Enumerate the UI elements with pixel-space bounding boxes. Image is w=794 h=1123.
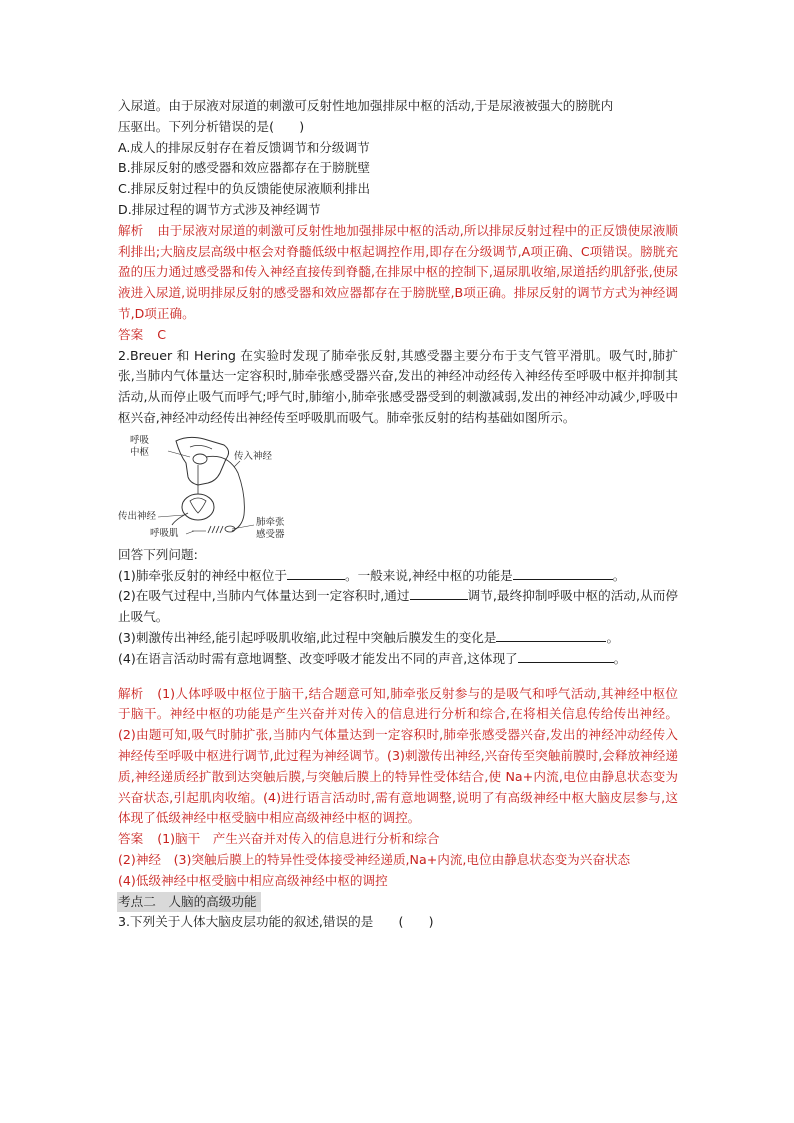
q2-sub3-text-a: (3)刺激传出神经,能引起呼吸肌收缩,此过程中突触后膜发生的变化是 — [118, 629, 497, 645]
section-heading — [118, 892, 678, 913]
answer-blank[interactable] — [513, 566, 613, 580]
q2-sub3-text-b: 。 — [606, 629, 620, 645]
answer-blank[interactable] — [518, 649, 614, 663]
q2-sub1-text-b: 。一般来说,神经中枢的功能是 — [344, 567, 513, 583]
q2-analysis-text: (1)人体呼吸中枢位于脑干,结合题意可知,肺牵张反射参与的是吸气和呼气活动,其神经中枢位于脑干。神经中枢的功能是产生兴奋并对传入的信息进行分析和综合,在将相关信息传给传出神经。(2)由题可知,吸气时肺扩张,当肺内气体量达到一定容积时,肺牵张感受器兴奋,发出的神经冲动经传入神经传至呼吸中枢进行调节,此过程为神经调节。(3)刺激传出神经,兴奋传至突触前膜时,会释放神经递质,神经递质经扩散到达突触后膜,与突触后膜上的特异性受体结合,使 Na+内流,电位由静息状态变为兴奋状态,引起肌肉收缩。(4)进行语言活动时,需有意地调整,说明了有高级神经中枢大脑皮层参与,这体现了低级神经中枢受脑中相应高级神经中枢的调控。 — [118, 685, 678, 826]
section-title: 考点二 人脑的高级功能 — [117, 892, 261, 913]
q1-analysis-label: 解析 — [118, 222, 144, 238]
q2-sub2 — [118, 586, 678, 628]
q2-answer4: (4)低级神经中枢受脑中相应高级神经中枢的调控 — [118, 872, 388, 888]
spacer — [118, 670, 678, 684]
answer-blank[interactable] — [496, 628, 606, 642]
q1-answer-text: C — [157, 326, 166, 342]
answer-blank[interactable] — [287, 566, 345, 580]
q2-answer1: (1)脑干 产生兴奋并对传入的信息进行分析和综合 — [157, 831, 440, 847]
q2-sub2-text-b: 调节,最终抑制呼吸中枢的活动,从而停止吸气。 — [118, 588, 678, 625]
label-efferent-nerve: 传出神经 — [118, 510, 157, 522]
q2-sub2-text-a: (2)在吸气过程中,当肺内气体量达到一定容积时,通过 — [118, 588, 410, 604]
q1-answer-label: 答案 — [118, 326, 144, 342]
q1-analysis-text: 由于尿液对尿道的刺激可反射性地加强排尿中枢的活动,所以排尿反射过程中的正反馈使尿液顺利排出;大脑皮层高级中枢会对脊髓低级中枢起调控作用,即存在分级调节,A项正确、C项错误。膀胱充盈的压力通过感受器和传入神经直接传到脊髓,在排尿中枢的控制下,逼尿肌收缩,尿道括约肌舒张,使尿液进入尿道,说明排尿反射的感受器和效应器都存在于膀胱壁,B项正确。排尿反射的调节方式为神经调节,D项正确。 — [118, 222, 678, 321]
q3-stem: 3.下列关于人体大脑皮层功能的叙述,错误的是 ( ) — [118, 914, 434, 930]
q2-sub4-text-a: (4)在语言活动时需有意地调整、改变呼吸才能发出不同的声音,这体现了 — [118, 650, 518, 666]
q2-analysis — [118, 684, 678, 830]
answer-blank[interactable] — [410, 586, 468, 600]
q2-sub4 — [118, 649, 678, 670]
q2-answer-label: 答案 — [118, 831, 144, 847]
q1-option-c: C.排尿反射过程中的负反馈能使尿液顺利排出 — [118, 181, 371, 197]
q2-stem: 2.Breuer 和 Hering 在实验时发现了肺牵张反射,其感受器主要分布于支气管平滑肌。吸气时,肺扩张,当肺内气体量达一定容积时,肺牵张感受器兴奋,发出的神经冲动经传入神经传至呼吸中枢并抑制其活动,从而停止吸气而呼气;呼气时,肺缩小,肺牵张感受器受到的刺激减弱,发出的神经冲动减少,呼吸中枢兴奋,神经冲动经传出神经传至呼吸肌而吸气。肺牵张反射的结构基础如图所示。 — [118, 347, 678, 425]
q2-sub1-text-a: (1)肺牵张反射的神经中枢位于 — [118, 567, 287, 583]
q1-stem-line1: 入尿道。由于尿液对尿道的刺激可反射性地加强排尿中枢的活动,于是尿液被强大的膀胱内 — [118, 98, 614, 113]
label-respiratory-center: 呼吸 中枢 — [130, 434, 150, 458]
q1-option-a: A.成人的排尿反射存在着反馈调节和分级调节 — [118, 139, 370, 155]
q1-stem-line2: 压驱出。下列分析错误的是( ) — [118, 118, 305, 134]
q2-answer-line1 — [118, 829, 678, 850]
q2-sub1-text-c: 。 — [612, 567, 626, 583]
label-afferent-nerve: 传入神经 — [234, 450, 273, 462]
q1-answer — [118, 325, 678, 346]
q2-sub3 — [118, 628, 678, 649]
q1-analysis — [118, 221, 678, 325]
document-page — [118, 96, 678, 933]
q1-option-d: D.排尿过程的调节方式涉及神经调节 — [118, 201, 321, 217]
q2-sub4-text-b: 。 — [613, 650, 627, 666]
q1-option-b: B.排尿反射的感受器和效应器都存在于膀胱壁 — [118, 160, 370, 176]
reflex-diagram — [118, 433, 308, 541]
label-stretch-receptor: 肺牵张 感受器 — [256, 516, 285, 540]
q2-sub1 — [118, 566, 678, 587]
q2-answer2: (2)神经 (3)突触后膜上的特异性受体接受神经递质,Na+内流,电位由静息状态变为兴奋状态 — [118, 851, 631, 867]
label-respiratory-muscle: 呼吸肌 — [150, 527, 179, 539]
q2-prompt: 回答下列问题: — [118, 546, 198, 562]
q2-analysis-label: 解析 — [118, 685, 144, 701]
